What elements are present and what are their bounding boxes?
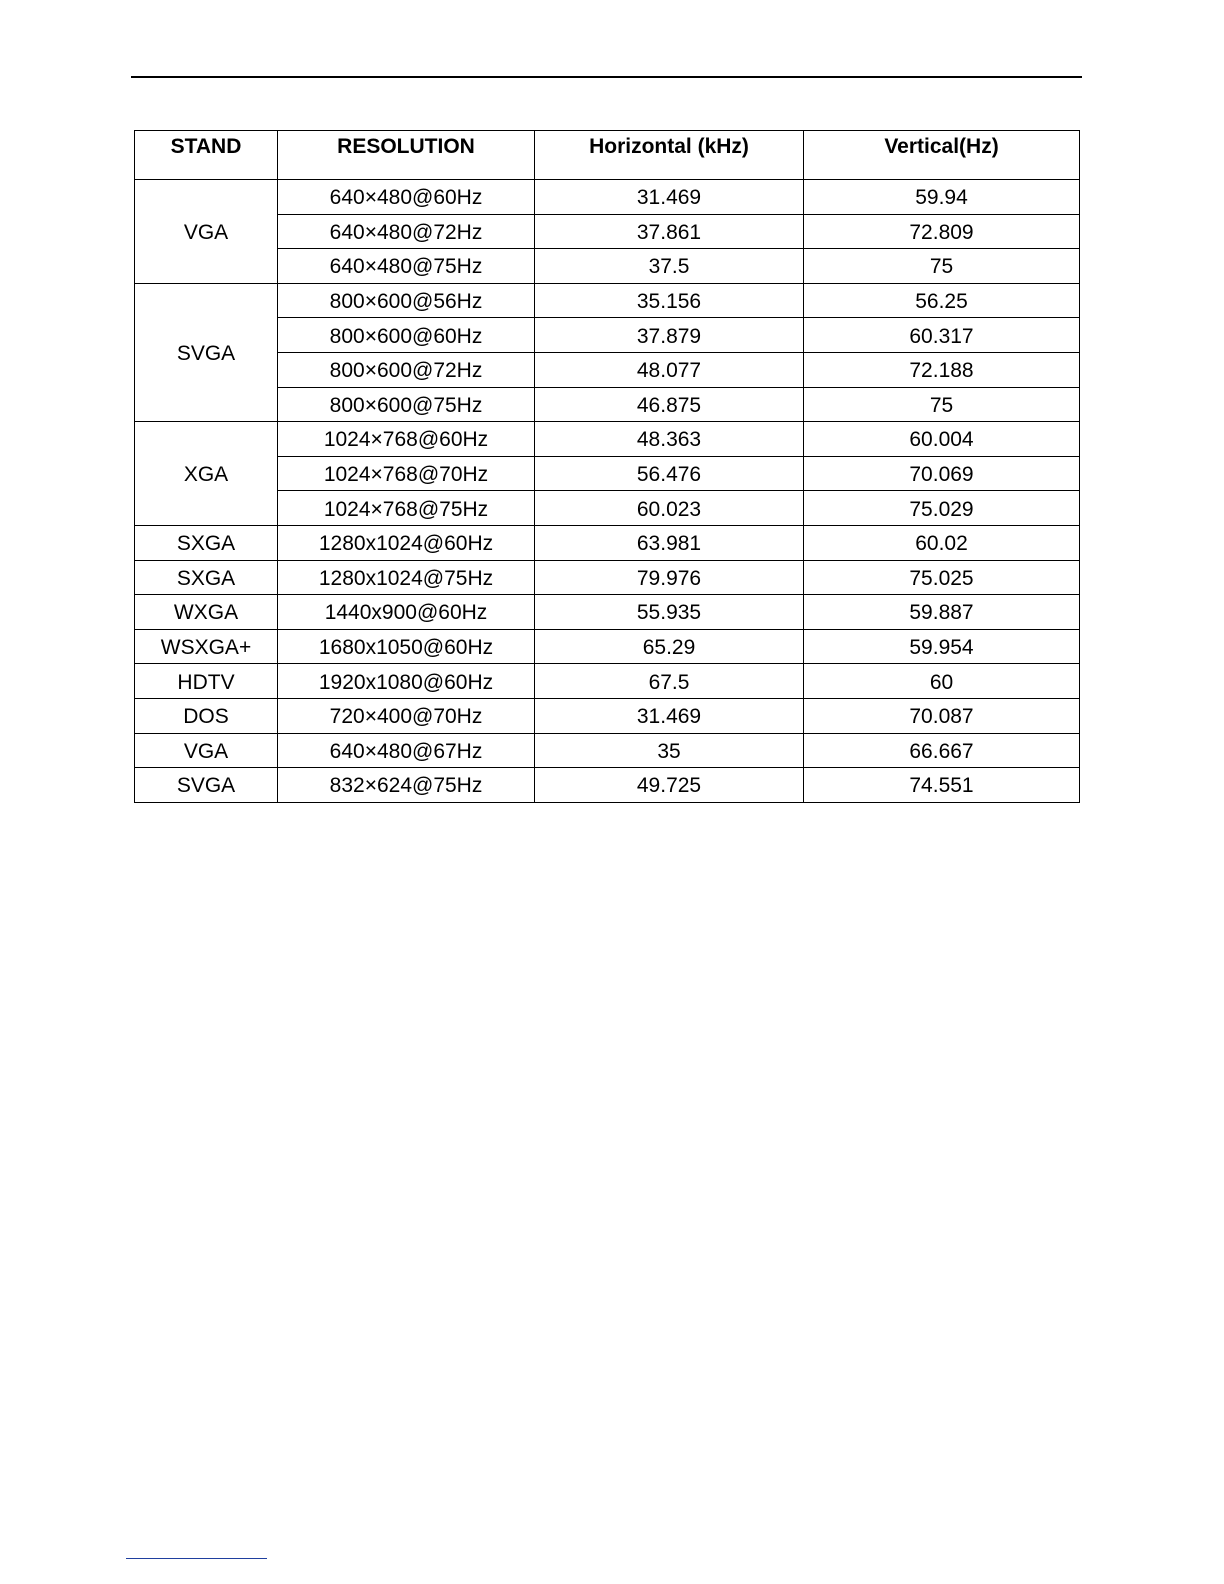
table-row (135, 768, 1080, 803)
horizontal-cell: 67.5 (535, 664, 804, 699)
vertical-cell: 60 (804, 664, 1080, 699)
vertical-cell: 72.188 (804, 352, 1080, 387)
vertical-cell: 60.004 (804, 422, 1080, 457)
header-resolution: RESOLUTION (278, 131, 535, 180)
resolution-cell: 1024×768@70Hz (278, 456, 535, 491)
header-stand: STAND (135, 131, 278, 180)
vertical-cell: 59.954 (804, 629, 1080, 664)
vertical-cell: 56.25 (804, 283, 1080, 318)
vertical-cell: 75 (804, 249, 1080, 284)
vertical-cell: 74.551 (804, 768, 1080, 803)
vertical-cell: 75.025 (804, 560, 1080, 595)
header-horizontal: Horizontal (kHz) (535, 131, 804, 180)
stand-cell: SVGA (135, 283, 278, 421)
table-row (135, 560, 1080, 595)
horizontal-cell: 37.5 (535, 249, 804, 284)
resolution-cell: 1024×768@60Hz (278, 422, 535, 457)
stand-cell: SXGA (135, 560, 278, 595)
horizontal-cell: 79.976 (535, 560, 804, 595)
vertical-cell: 72.809 (804, 214, 1080, 249)
table-row (135, 525, 1080, 560)
table-row (135, 180, 1080, 215)
header-vertical: Vertical(Hz) (804, 131, 1080, 180)
vertical-cell: 60.02 (804, 525, 1080, 560)
horizontal-cell: 31.469 (535, 180, 804, 215)
table-row (135, 595, 1080, 630)
table-row (135, 283, 1080, 318)
resolution-cell: 800×600@72Hz (278, 352, 535, 387)
resolution-cell: 800×600@56Hz (278, 283, 535, 318)
vertical-cell: 66.667 (804, 733, 1080, 768)
stand-cell: DOS (135, 698, 278, 733)
horizontal-cell: 55.935 (535, 595, 804, 630)
resolution-cell: 800×600@75Hz (278, 387, 535, 422)
resolution-cell: 640×480@67Hz (278, 733, 535, 768)
resolution-cell: 832×624@75Hz (278, 768, 535, 803)
stand-cell: VGA (135, 733, 278, 768)
stand-cell: XGA (135, 422, 278, 526)
resolution-cell: 720×400@70Hz (278, 698, 535, 733)
header-row (135, 131, 1080, 180)
horizontal-cell: 48.077 (535, 352, 804, 387)
vertical-cell: 70.069 (804, 456, 1080, 491)
resolution-cell: 1680x1050@60Hz (278, 629, 535, 664)
stand-cell: WXGA (135, 595, 278, 630)
stand-cell: VGA (135, 180, 278, 284)
table-row (135, 664, 1080, 699)
timing-body (135, 180, 1080, 803)
resolution-cell: 1440x900@60Hz (278, 595, 535, 630)
vertical-cell: 59.94 (804, 180, 1080, 215)
resolution-cell: 1280x1024@60Hz (278, 525, 535, 560)
horizontal-cell: 56.476 (535, 456, 804, 491)
vertical-cell: 75.029 (804, 491, 1080, 526)
stand-cell: WSXGA+ (135, 629, 278, 664)
vertical-cell: 60.317 (804, 318, 1080, 353)
header-rule (131, 76, 1082, 78)
horizontal-cell: 35.156 (535, 283, 804, 318)
resolution-cell: 1024×768@75Hz (278, 491, 535, 526)
horizontal-cell: 63.981 (535, 525, 804, 560)
timing-table (134, 130, 1080, 803)
horizontal-cell: 49.725 (535, 768, 804, 803)
vertical-cell: 59.887 (804, 595, 1080, 630)
horizontal-cell: 37.879 (535, 318, 804, 353)
horizontal-cell: 31.469 (535, 698, 804, 733)
resolution-cell: 640×480@75Hz (278, 249, 535, 284)
stand-cell: HDTV (135, 664, 278, 699)
footnote-rule (126, 1558, 267, 1559)
horizontal-cell: 37.861 (535, 214, 804, 249)
resolution-cell: 800×600@60Hz (278, 318, 535, 353)
resolution-cell: 640×480@60Hz (278, 180, 535, 215)
table-row (135, 733, 1080, 768)
table-row (135, 422, 1080, 457)
horizontal-cell: 35 (535, 733, 804, 768)
stand-cell: SVGA (135, 768, 278, 803)
horizontal-cell: 48.363 (535, 422, 804, 457)
horizontal-cell: 46.875 (535, 387, 804, 422)
horizontal-cell: 65.29 (535, 629, 804, 664)
stand-cell: SXGA (135, 525, 278, 560)
horizontal-cell: 60.023 (535, 491, 804, 526)
resolution-cell: 640×480@72Hz (278, 214, 535, 249)
resolution-cell: 1920x1080@60Hz (278, 664, 535, 699)
vertical-cell: 70.087 (804, 698, 1080, 733)
resolution-cell: 1280x1024@75Hz (278, 560, 535, 595)
vertical-cell: 75 (804, 387, 1080, 422)
table-row (135, 698, 1080, 733)
table-row (135, 629, 1080, 664)
